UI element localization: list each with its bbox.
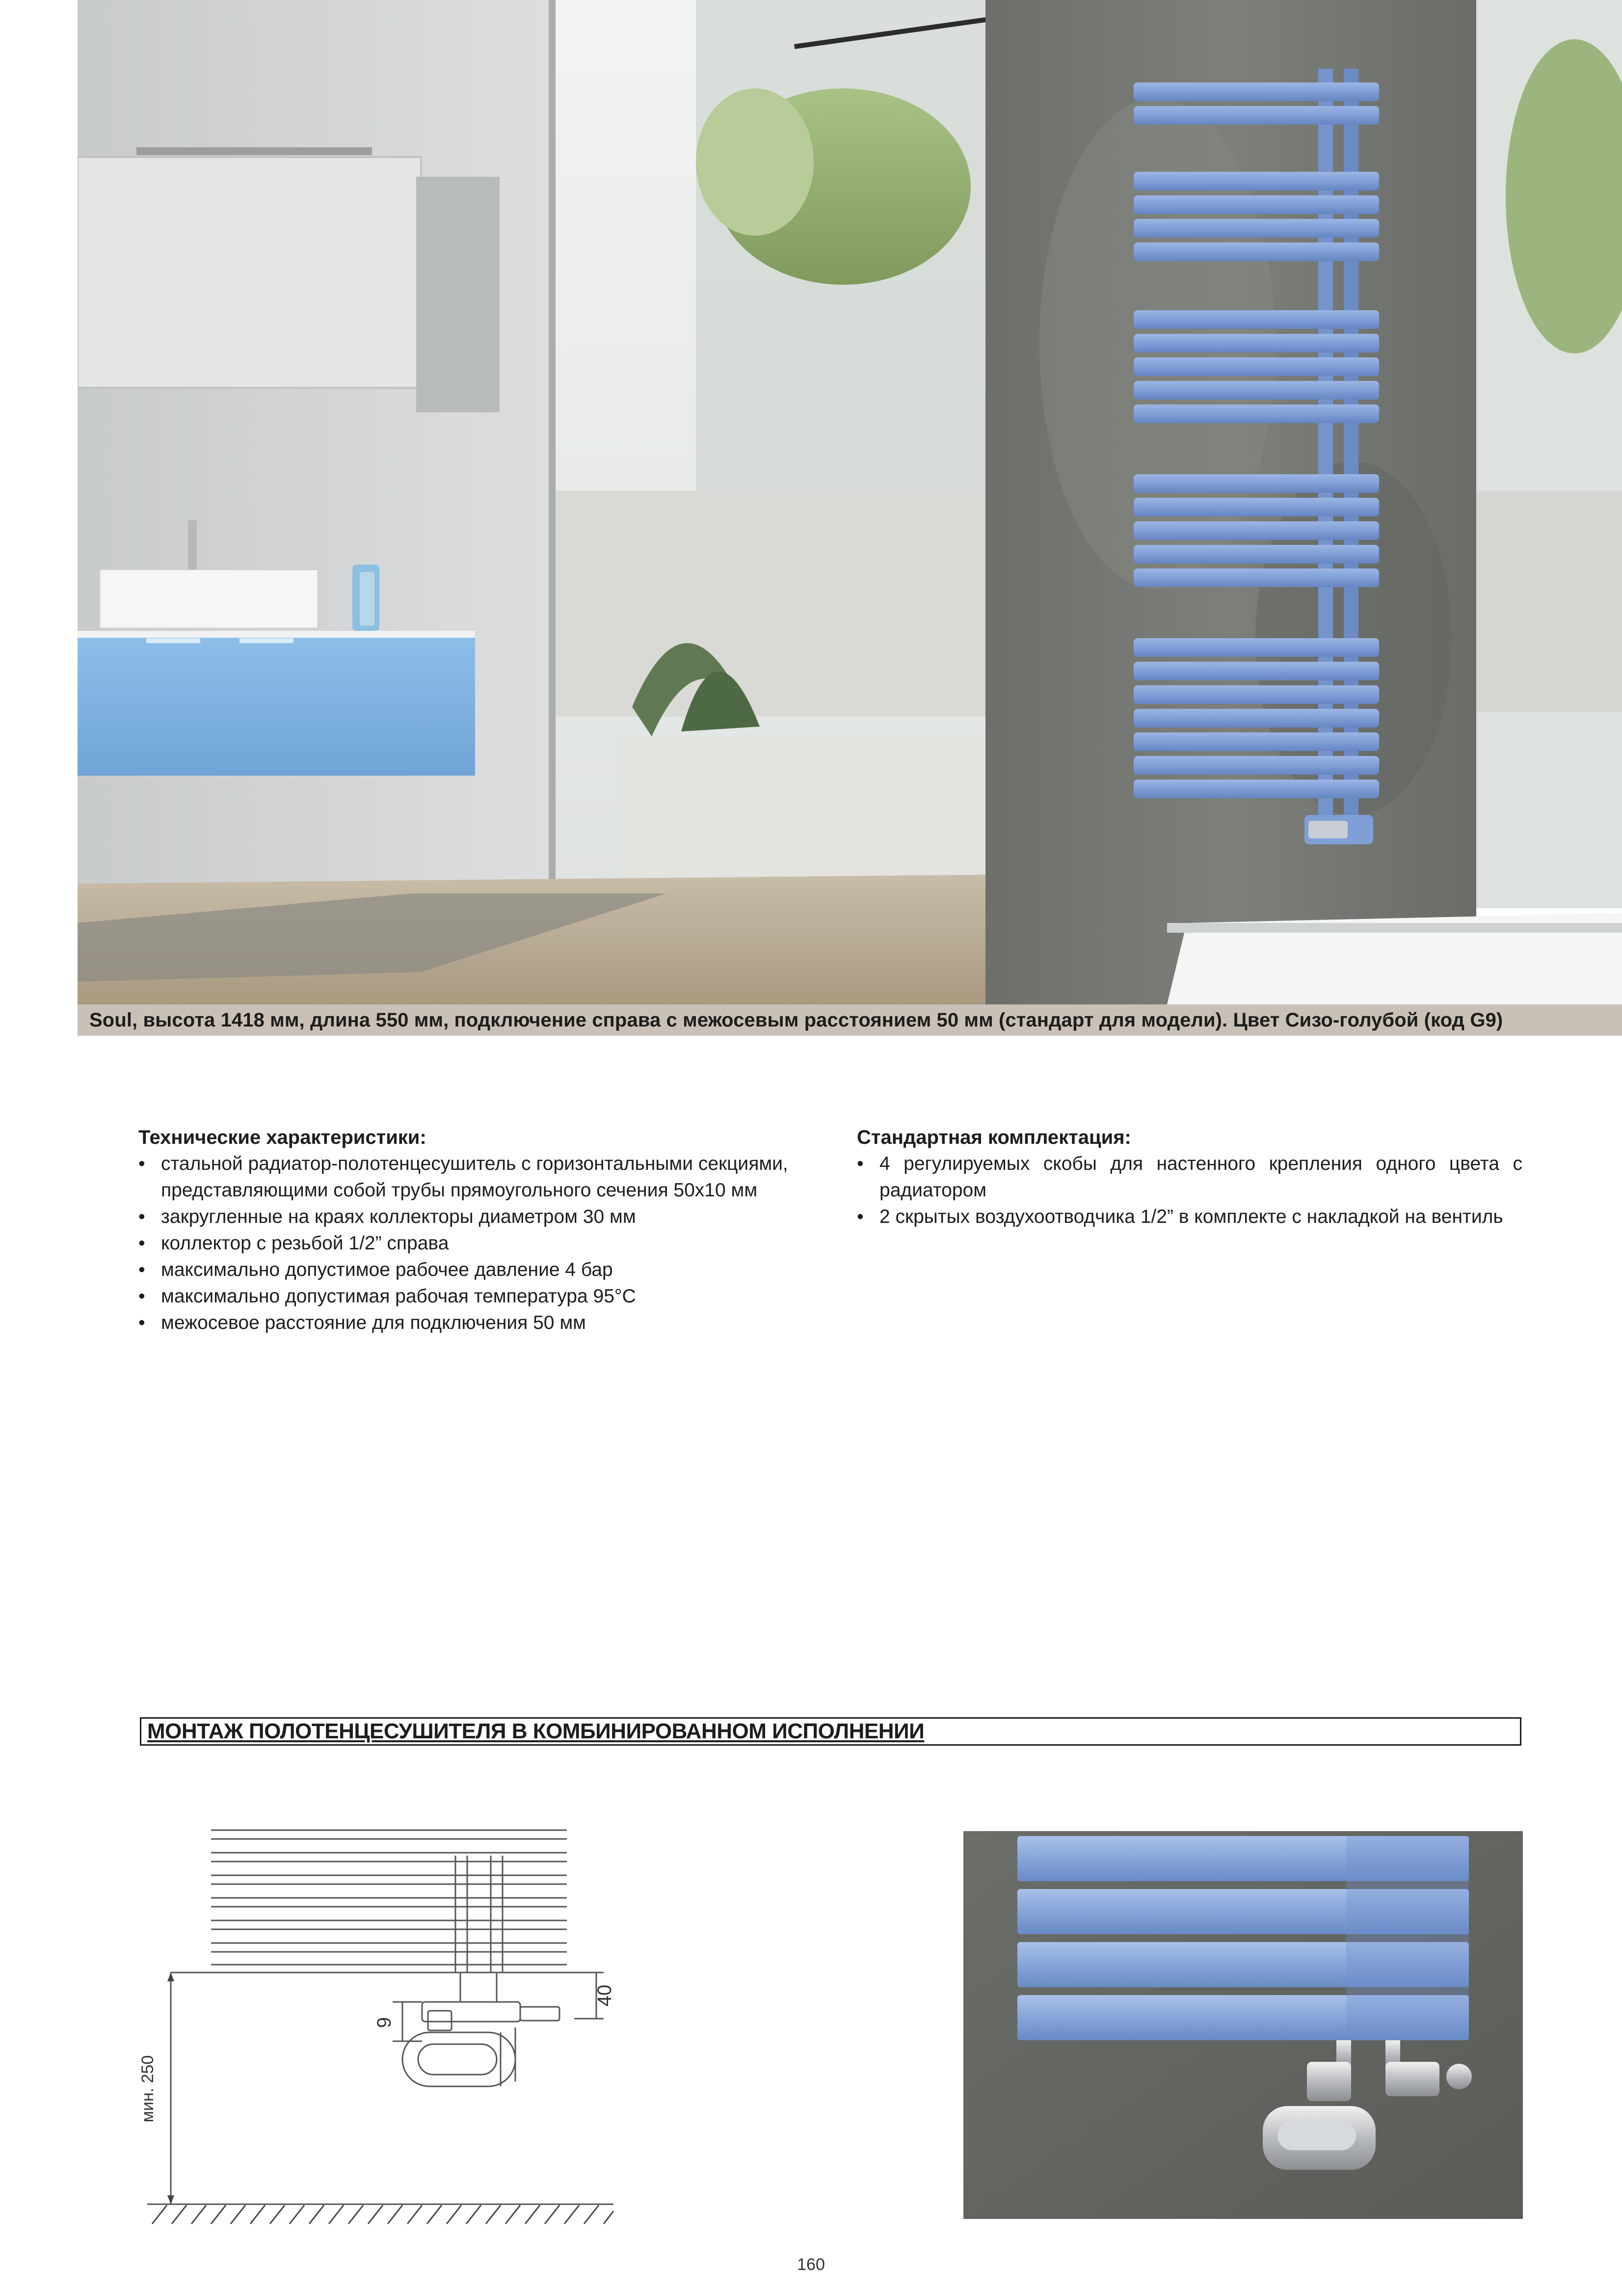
list-item: • межосевое расстояние для подключения 50 мм: [138, 1310, 816, 1336]
standard-kit-list: [857, 1151, 1522, 1230]
list-item: • коллектор с резьбой 1/2” справа: [138, 1230, 816, 1257]
list-item: • 4 регулируемых скобы для настенного крепления одного цвета с радиатором: [857, 1151, 1522, 1204]
installation-diagram: [118, 1816, 628, 2239]
hero-photo: [78, 0, 1622, 1004]
list-item: • максимально допустимая рабочая температура 95°C: [138, 1283, 816, 1310]
diagram-drawing: [118, 1816, 628, 2239]
tech-specs-list: [138, 1151, 816, 1336]
bullet-icon: •: [857, 1153, 864, 1174]
dim-min-height: мин. 250: [138, 2055, 157, 2123]
standard-kit-heading: Стандартная комплектация:: [857, 1127, 1131, 1148]
bullet-icon: •: [857, 1206, 864, 1227]
bullet-icon: •: [138, 1286, 145, 1307]
section-title-text: МОНТАЖ ПОЛОТЕНЦЕСУШИТЕЛЯ В КОМБИНИРОВАННОМ ИСПОЛНЕНИИ: [147, 1719, 925, 1743]
list-item: • закругленные на краях коллекторы диаметром 30 мм: [138, 1204, 816, 1230]
installation-section-title: [140, 1717, 1521, 1746]
bullet-icon: •: [138, 1259, 145, 1280]
list-item: • максимально допустимое рабочее давление 4 бар: [138, 1257, 816, 1283]
photo-caption: Soul, высота 1418 мм, длина 550 мм, подключение справа с межосевым расстоянием 50 мм (стандарт для модели). Цвет Сизо-голубой (код G9): [78, 1004, 1622, 1036]
list-item: • стальной радиатор-полотенцесушитель с горизонтальными секциями, представляющими собой трубы прямоугольного сечения 50х10 мм: [138, 1151, 816, 1204]
dim-40: 40: [594, 1984, 615, 2007]
bathroom-illustration: [78, 0, 1622, 1004]
tech-specs-section: [138, 1124, 816, 1336]
standard-kit-section: [857, 1124, 1522, 1230]
valve-closeup-illustration: [963, 1831, 1523, 2219]
list-item: • 2 скрытых воздухоотводчика 1/2” в комплекте с накладкой на вентиль: [857, 1204, 1522, 1230]
tech-specs-heading: Технические характеристики:: [138, 1127, 426, 1148]
dim-9: 9: [373, 2017, 395, 2028]
valve-closeup-photo: [963, 1831, 1523, 2219]
bullet-icon: •: [138, 1153, 145, 1174]
bullet-icon: •: [138, 1206, 145, 1227]
bullet-icon: •: [138, 1312, 145, 1333]
bullet-icon: •: [138, 1233, 145, 1254]
page-number: 160: [797, 2255, 825, 2274]
